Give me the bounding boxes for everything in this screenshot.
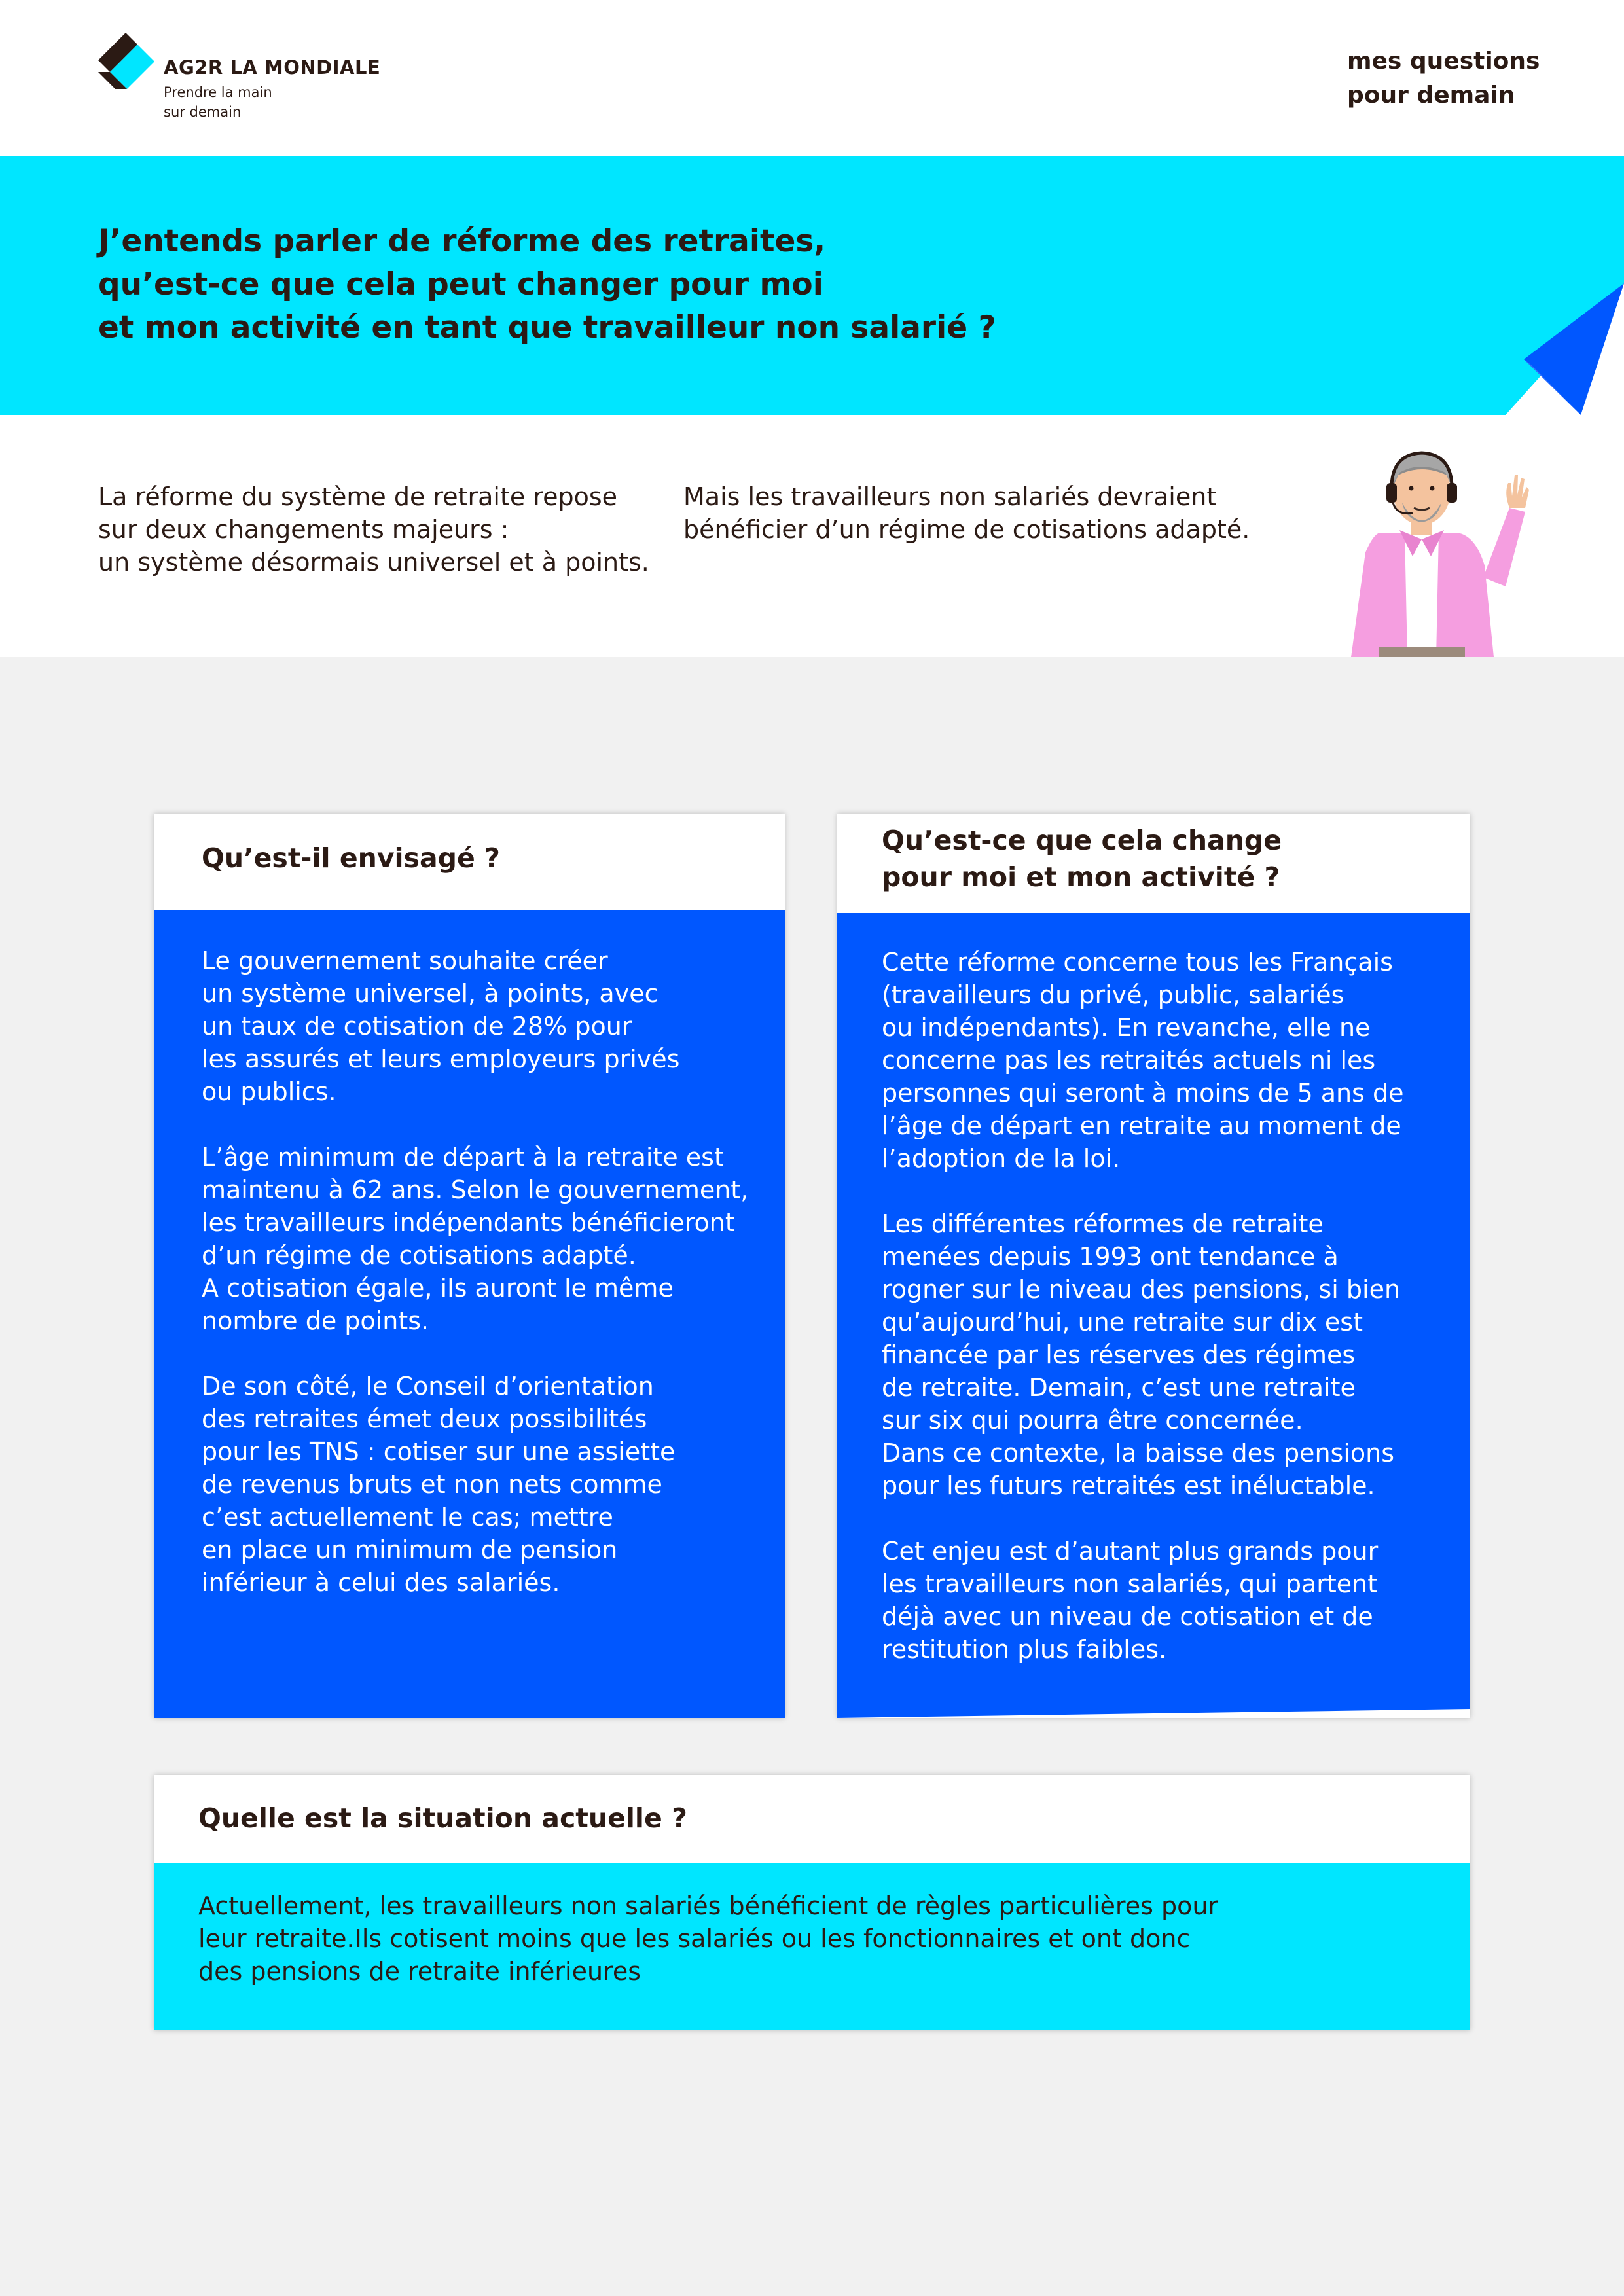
brand-tagline: Prendre la main sur demain (164, 84, 272, 120)
waving-man-headset-illustration (1334, 435, 1530, 657)
card-text (202, 944, 778, 1632)
card-text (198, 1890, 1442, 2020)
card-title: Qu’est-il envisagé ? (202, 842, 500, 874)
intro-right-text: Mais les travailleurs non salariés devraient bénéficier d’un régime de cotisations adapté. (683, 482, 1250, 544)
card-paragraph: L’âge minimum de départ à la retraite est maintenu à 62 ans. Selon le gouvernement, les travailleurs indépendants bénéficieront d’un régime de cotisations adapté. A cotisation égale, ils auront le même nombre de points. (202, 1143, 749, 1335)
ag2r-logo-icon (96, 31, 158, 90)
intro-section (0, 415, 1624, 657)
card-paragraph: Cet enjeu est d’autant plus grands pour les travailleurs non salariés, qui partent déjà avec un niveau de cotisation et de restitution plus faibles. (882, 1537, 1379, 1664)
card-text (882, 946, 1458, 1698)
card-envisaged (154, 814, 785, 1718)
folded-corner-decoration (1506, 283, 1624, 415)
card-paragraph: De son côté, le Conseil d’orientation des retraites émet deux possibilités pour les TNS : cotiser sur une assiette de revenus bruts et non nets comme c’est actuellement le cas; mettre en place un minimum de pension inférieur à celui des salariés. (202, 1372, 676, 1597)
brand-name: AG2R LA MONDIALE (164, 56, 381, 79)
card-current-situation (154, 1775, 1470, 2030)
card-what-changes (837, 814, 1470, 1718)
card-paragraph: Les différentes réformes de retraite menées depuis 1993 ont tendance à rogner sur le niveau des pensions, si bien qu’aujourd’hui, une retraite sur dix est financée par les réserves des régimes de retraite. Demain, c’est une retraite sur six qui pourra être concernée. Dans ce contexte, la baisse des pensions pour les futurs retraités est inéluctable. (882, 1210, 1401, 1500)
card-body (154, 910, 785, 1718)
card-header (154, 1775, 1470, 1863)
card-paragraph: Le gouvernement souhaite créer un système universel, à points, avec un taux de cotisation de 28% pour les assurés et leurs employeurs privés ou publics. (202, 946, 680, 1106)
hero-banner (0, 156, 1624, 415)
card-body (154, 1863, 1470, 2030)
card-title: Quelle est la situation actuelle ? (198, 1803, 687, 1834)
header (0, 0, 1624, 156)
intro-left-text: La réforme du système de retraite repose sur deux changements majeurs : un système désormais universel et à points. (98, 482, 649, 577)
card-paragraph: Actuellement, les travailleurs non salariés bénéficient de règles particulières pour leur retraite.Ils cotisent moins que les salariés ou les fonctionnaires et ont donc des pensions de retraite inférieures (198, 1892, 1219, 1986)
card-title: Qu’est-ce que cela change pour moi et mon activité ? (882, 825, 1282, 893)
card-header (154, 814, 785, 910)
series-title: mes questions pour demain (1347, 48, 1540, 109)
page-title: J’entends parler de réforme des retraites, qu’est-ce que cela peut changer pour moi et mon activité en tant que travailleur non salarié ? (98, 223, 996, 346)
card-header (837, 814, 1470, 913)
card-paragraph: Cette réforme concerne tous les Français (travailleurs du privé, public, salariés ou indépendants). En revanche, elle ne concerne pas les retraités actuels ni les personnes qui seront à moins de 5 ans de l’âge de départ en retraite au moment de l’adoption de la loi. (882, 948, 1404, 1173)
